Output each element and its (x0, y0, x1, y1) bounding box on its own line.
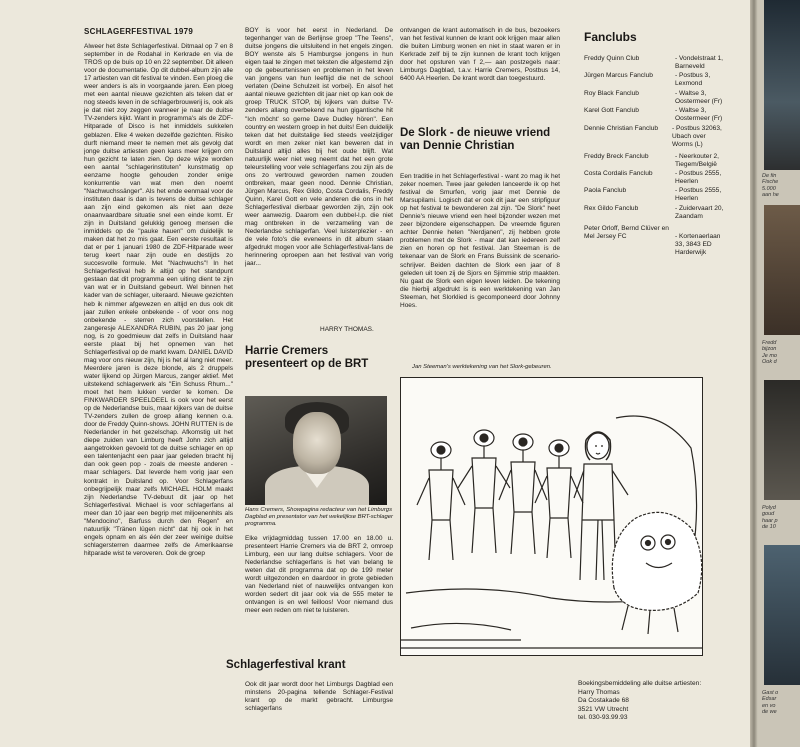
fanclub-name: Rex Gildo Fanclub (584, 205, 639, 212)
fanclub-address: Heerlen (675, 178, 699, 186)
fanclub-name: Jürgen Marcus Fanclub (584, 72, 653, 79)
fanclub-address: - Zuidervaart 20, (675, 205, 724, 212)
fanclub-item (584, 107, 723, 123)
fanclub-name: Paola Fanclub (584, 187, 627, 194)
fanclub-item (584, 153, 719, 169)
fanclub-name: Freddy Breck Fanclub (584, 153, 649, 160)
fanclub-address: Worms (L) (672, 141, 703, 149)
fanclub-address: - Postbus 3, (675, 72, 711, 79)
fanclub-address: Harderwijk (675, 249, 707, 257)
fanclub-address: Barneveld (675, 63, 705, 71)
adjacent-page-strip (758, 0, 800, 747)
fanclub-address: - Postbus 2555, (675, 187, 722, 194)
fanclub-address: Tiegem/België (675, 161, 717, 169)
article-column-2 (245, 27, 393, 321)
article-text-2: BOY is voor het eerst in Nederland. De tegenhanger van de Berlijnse groep "The Teens", duitse jongens die uitsluitend in het engels zingen. BOY wenste als 5 Hamburgse jongens in hun eigen taal te zingen met teksten die afgestemd zijn op de gebeurtenissen en problemen in het leven van jongens van hun leeftijd die net de school verlaten (Deine Schulzeit ist vorbei). En alsof het aantal nieuwe gezichten dit jaar niet op kan ook de groep TRUCK STOP, bij kijkers van duitse TV-zenders allang overbekend na hun gigantische hit "Ich möcht' so gerne Dave Dudley hören". Een country en western groep in het duits! Een duidelijk teken dat het duitstalige lied steeds veelzijdiger wordt en men zeker niet kan beweren dat in Duitsland altijd alles bij het oude blijft. Wat natuurlijk weer niet weg neemt dat het een grote teleurstelling voor vele schlagerfans zou zijn als de ons zo vertrouwd geworden namen zouden ontbreken, maar geen nood. Dennie Christian, Jürgen Marcus, Rex Gildo, Costa Cordalis, Freddy Quinn, Karel Gott en vele anderen die ons in het Schlagerfestival dierbaar geworden zijn, zijn ook weer aanwezig. Daarom een dubbel-l.p. die niet mag ontbreken in de verzameling van de Nederlandse schlagerfan. Veel luisterplezier - en de vele foto's die eveneens in dit album staan afgedrukt mogen voor alle Schlagerfestival-fans de herinnering oproepen aan het festival van vorig jaar... (245, 27, 393, 268)
fanclub-item (584, 170, 722, 186)
adjacent-caption: Gast o Edsar en vo de we (762, 690, 779, 716)
fanclub-name: Freddy Quinn Club (584, 55, 640, 62)
krant-heading: Schlagerfestival krant (226, 659, 346, 671)
fanclub-item (584, 72, 711, 88)
booking-line: 3521 VW Utrecht (578, 705, 629, 713)
fanclubs-heading: Fanclubs (584, 30, 637, 44)
brt-heading: Harrie Cremers presenteert op de BRT (245, 345, 369, 370)
fanclub-address: - Waltse 3, (675, 107, 707, 114)
fanclub-item (584, 205, 724, 221)
fanclub-item (584, 55, 724, 71)
fanclub-address: Ubach over (672, 133, 706, 141)
adjacent-photo (764, 545, 800, 685)
adjacent-caption: Polyd goud haar p de 10 (762, 505, 778, 531)
drawing-caption: Jan Steeman's werktekening van het Slork-gebeuren. (412, 364, 552, 370)
fanclub-address: - Vondelstraat 1, (675, 55, 724, 62)
fanclub-name: Peter Orloff, Bernd Clüver en Mel Jersey FC (584, 225, 669, 241)
booking-line: Da Costakade 68 (578, 697, 629, 705)
slork-text: Een traditie in het Schlagerfestival - want zo mag ik het zeker noemen. Twee jaar geleden lanceerde ik op het festival de Smurfen, vorig jaar met Dennie de Marsupilami. Logisch dat er ook dit jaar een stripfiguur op het festival te bewonderen zal zijn. "De Slork" heet Dennie's nieuwe vriend een heel bijzonder wezen met zeer bijzondere eigenschappen. De vreemde figuren achter Dennie heten "Nerdjanen", zij hebben grote problemen met de Slork - maar dat kan iedereen zelf zien en horen op het festival. Jan Steeman is de tekenaar van de Slork en Frans Buissink de scenario-schrijver. Beiden dachten de Slork een jaar of 8 geleden uit toen zij de Sjors en Sjimmie strip maakten. Nu gaat de Slork een eigen leven leiden. De tekening die hierbij afgedrukt is is een werktekening van Jan Steeman, het Slorklied is gecomponeerd door Johnny Hoes. (400, 173, 560, 309)
adjacent-caption: De fin Fische 5.000 aan he (762, 173, 779, 199)
article-text-1: Alweer het 8ste Schlagerfestival. Ditmaal op 7 en 8 september in de Rodahal in Kerkrade en via de TROS op de buis op 10 en 22 september. Dit alleen voor de documentatie. Op dit dubbel-album zijn alle 17 artiesten van dit festival te vinden. Een ploeg die weer anders is als in voorgaande jaren. Een ploeg met een aantal nieuwe gezichten als teken dat er nog steeds leven in de schlagerbrouwerij is, ook als je dat niet zoy zeggen wanneer je naar de duitse TV-zenders kijkt. Want in programma's als de ZDF-Hitparade of Disco is het inmiddels sukkelen geblazen. Elke 4 weken dezelfde gezichten. Risiko durft niemand meer te nemen met als gevolg dat jonge duitse artiesten geen kans meer krijgen om hun gezicht te laten zien. Op deze wijze worden een aantal "schlagerinstituten" kunstmatig op eenzame hoogte gehouden zonder enige konkurrentie van wat men den noemt "Nachwuchssänger". Als het ende eenmaal voor de instituten daar is dan is tevens de duitse schlager aan zijn eind gekomen als niet aan deze onaanvaardbare situatie snel een einde komt. Er zijn in Duitsland gelukkig genoeg mensen die inmiddels op de "pauke hauen" om duidelijk te maken dat het zo mis gaat. Een eerste resultaat is dat er per 1 januari 1980 de ZDF-Hitparade weer terug keert naar zijn oude en destijds zo succesvolle formule. Met "Nachwuchs"! In het Schlagerfestival heb ik altijd op het standpunt gestaan dat dit programma een uiting dient te zijn van wat er in Duitsland gebeurt. Wel binnen het kader van de schlager, uiteraard. Nieuwe gezichten heb ik nimmer afgewezen en altijd en dus ook dit jaar zullen enkele onbekende - of voor ons nog onbekende - sterren zich voorstellen. Het zangeresje ALEXANDRA RUBIN, pas 20 jaar jong nog, is zo goedmieuw dat zelfs in Duitsland haar eerste plaat bij het opnemen van het Schlagerfestival op de markt kwam. DANIEL DAVID mag voor ons nieuw zijn, hij is het al lang niet meer. Meerdere jaren is deze blonde, als 2 druppels water lijkend op Jürgen Marcus, zanger aktief. Met uitstekend schlagerwerk als "Ein Schuss Rhum..." moet het hem lukken verder te komen. De FINKWARDER SPEELDEEL is ook voor het eerst op de Nederlandse buis, maar kijkers van de duitse TV-zenders zullen de groep allang kennen o.a. door de Freddy Quinn-shows. JOHN RUTTEN is de Nederlander in het gezelschap. Afkomstig uit het diepe zuiden van Limburg heeft John zich altijd aangetrokken gevoeld tot de duitse schlager en op een talentenjacht een paar jaar geleden bracht hij dan ook geen pop - zoals de meeste anderen - maar schlagers. Dat leverde hem vorig jaar een kontrakt in Duitsland op. Voor Schlagerfans onbegrijpelijk maar zelfs MICHAEL HOLM maakt zijn Nederlandse TV-debuut dit jaar op het Schlagerfestival. Michael is voor schlagerfans al meer dan 10 jaar een begrip met miljoenenhits als "Mendocino", Barfuss durch den Regen" en natuurlijk "Tränen lügen nicht" dat hij ook in het engels opnam en als één der zeer weinige duitse schlagersterren daarmee zelfs de Amerikaanse hitparade wist te veroveren. Ook de groep (84, 43, 233, 557)
slork-drawing (400, 377, 703, 656)
fanclub-address: Lexmond (675, 80, 703, 88)
fanclub-address: Heerlen (675, 195, 699, 203)
fanclub-address: - Neerkouter 2, (675, 153, 719, 160)
fanclub-address: - Postbus 32063, (672, 125, 722, 132)
fanclub-item (584, 125, 722, 149)
booking-info (578, 680, 701, 723)
fanclub-name: Dennie Christian Fanclub (584, 125, 659, 132)
fanclub-item (584, 225, 739, 265)
signature: HARRY THOMAS. (320, 326, 374, 333)
adjacent-photo (764, 0, 800, 170)
adjacent-photo (764, 205, 800, 335)
fanclub-name: Karel Gott Fanclub (584, 107, 639, 114)
article-column-1 (84, 43, 233, 743)
fanclub-name: Costa Cordalis Fanclub (584, 170, 653, 177)
fanclub-address: Oostermeer (Fr) (675, 115, 723, 123)
fanclub-item (584, 187, 722, 203)
booking-line: Boekingsbemiddeling alle duitse artiesten: (578, 680, 702, 687)
fanclub-address: Oostermeer (Fr) (675, 98, 723, 106)
fanclub-address: - Waltse 3, (675, 90, 707, 97)
slork-heading: De Slork - de nieuwe vriend van Dennie Christian (400, 127, 551, 152)
adjacent-photo (764, 380, 800, 500)
booking-line: Harry Thomas (578, 688, 620, 696)
krant-text: Ook dit jaar wordt door het Limburgs Dagblad een minstens 20-pagina tellende Schlager-Festival krant op de markt gebracht. Limburgse schlagerfans (245, 681, 393, 713)
fanclub-item (584, 90, 723, 106)
adjacent-caption: Fredd bijzon Je mo Ook d (762, 340, 777, 366)
booking-line: tel. 030-93.99.93 (578, 714, 628, 722)
fanclub-address: - Kortenaerlaan (675, 233, 721, 240)
harrie-cremers-photo (245, 396, 387, 505)
brt-text: Elke vrijdagmiddag tussen 17.00 en 18.00 u. presenteert Harrie Cremers via de BRT 2, omroep Limburg, een uur lang duitse schlagers. Voor de Nederlandse schlagerfans is het van belang te weten dat dit programma dat op de 199 meter wordt uitgezonden en daardoor in grote gebieden van Nederland niet of nauwelijks ontvangen kon worden sedert dit jaar ook via de 555 meter te ontvangen is en wel feilloos! Voor niemand dus meer een reden om niet te luisteren. (245, 535, 393, 615)
page-heading: SCHLAGERFESTIVAL 1979 (84, 27, 194, 36)
slork-illustration (401, 378, 702, 655)
krant-text-continued: ontvangen de krant automatisch in de bus, bezoekers van het festival kunnen de krant ook krijgen maar allen die buiten Limburg wonen en niet in staat waren er in Kerkrade zelf bij te zijn kunnen de krant toch krijgen door het opsturen van f 2,— aan postzegels naar: Limburgs Dagblad, t.a.v. Harrie Cremers, Postbus 14, 6400 AA Heerlen. De krant wordt dan toegestuurd. (400, 27, 560, 83)
fanclub-address: Zaandam (675, 213, 703, 221)
fanclub-name: Roy Black Fanclub (584, 90, 639, 97)
fanclub-address: - Postbus 2555, (675, 170, 722, 177)
photo-caption: Hans Cremers, Showpagina redacteur van het Limburgs Dagblad en presentator van het wekelijkse BRT-schlager programma. (245, 507, 394, 527)
gatefold-spine (750, 0, 758, 747)
fanclub-address: 33, 3843 ED (675, 241, 712, 249)
